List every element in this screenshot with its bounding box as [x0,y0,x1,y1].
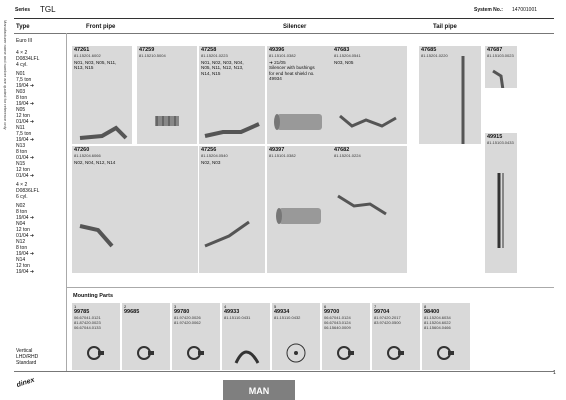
part-drawing [199,146,265,273]
group1-line: 01/04 ➜ [16,155,35,161]
mounting-part-reference: 81.97420.0026 81.97420.0062 [174,315,201,325]
group1-line: 19/04 ➜ [16,137,35,143]
left-rail-note: Manufacturer name and number are quoted for reference only [3,20,8,130]
group1-line: 12 ton [16,167,30,173]
mounting-part-reference: 81.15204.6034 81.15204.6022 81.15604.0466 [424,315,451,330]
part-drawing [72,46,132,144]
group1-line: 8 ton [16,149,28,155]
part-reference: 81.15201.0223 [201,53,228,58]
section-front-pipe: Front pipe [86,24,116,30]
sidebar-type-label: Type [16,24,30,30]
group2-line: 19/04 ➜ [16,215,35,221]
page-number: 1 [553,370,556,376]
group1-line: 12 ton [16,113,30,119]
part-reference: 81.15204.0540 [201,153,228,158]
part-card[interactable] [332,146,407,273]
sidebar-top [16,38,64,68]
mounting-part-card[interactable] [272,303,320,370]
group1-line: 01/04 ➜ [16,119,35,125]
group1-line: N03 [16,89,26,95]
mounting-part-number: 49933 [224,309,240,315]
lines_bottom-line: LHD/RHD [16,354,39,360]
part-applicability: N02, N04, N12, N14 [74,160,116,165]
clamp-icon [232,341,262,367]
lines_top-line: Euro III [16,38,33,44]
group2-line: N02 [16,203,26,209]
mounting-part-number: 99785 [74,309,90,315]
clamp-icon [182,341,212,367]
group2-line: 01/04 ➜ [16,233,35,239]
header-rule [14,18,554,19]
part-number: 49397 [269,147,285,153]
part-drawing [199,46,265,144]
part-applicability: N01, N03, N05, N11, N13, N15 [74,60,117,71]
mounting-part-card[interactable] [222,303,270,370]
part-card[interactable] [267,146,337,273]
group1-line: N15 [16,161,26,167]
mounting-part-number: 99685 [124,309,140,315]
lines_mid-line: 6 cyl. [16,194,28,200]
part-drawing [72,146,198,273]
part-number: 47256 [201,147,217,153]
mounting-part-card[interactable] [122,303,170,370]
group2-line: 12 ton [16,263,30,269]
part-drawing [485,46,517,88]
system-no-label: System No.: [474,7,503,13]
group1-line: N13 [16,143,26,149]
part-card[interactable] [72,46,132,144]
mounting-part-number: 99780 [174,309,190,315]
part-number: 47685 [421,47,437,53]
mounting-index: 3 [174,304,177,309]
part-reference: 81.15101.0382 [269,53,296,58]
mounting-part-card[interactable] [372,303,420,370]
part-applicability: N01, N02, N03, N04, N05, N11, N12, N13, N14, N15 [201,60,244,76]
part-drawing [419,46,481,144]
mounting-part-card[interactable] [322,303,370,370]
part-reference: 81.15201.0220 [421,53,448,58]
part-applicability: ➜ 21/05 Silencer with bushings for end heat shield no. 49934 [269,60,315,82]
part-drawing [332,146,407,273]
group1-line: 8 ton [16,95,28,101]
group1-line: N01 [16,71,26,77]
part-number: 47687 [487,47,503,53]
mounting-index: 4 [224,304,227,309]
part-number: 49396 [269,47,285,53]
mounting-part-card[interactable] [422,303,470,370]
part-card[interactable] [485,46,517,88]
sidebar-mid [16,182,64,200]
sidebar-group-2 [16,203,64,275]
part-card[interactable] [72,146,198,273]
sidebar-separator [66,33,67,371]
group2-line: 12 ton [16,227,30,233]
mounting-part-card[interactable] [172,303,220,370]
make-label: MAN [248,386,270,396]
section-tail-pipe: Tail pipe [433,24,457,30]
mounting-rule [66,287,554,288]
lines_top-line: 4 cyl. [16,62,28,68]
part-card[interactable] [137,46,197,144]
clamp-icon [382,341,412,367]
group1-line: 7,5 ton [16,77,32,83]
part-reference: 81.15201.6002 [74,53,101,58]
group1-line: 01/04 ➜ [16,173,35,179]
clamp-icon [282,341,312,367]
part-applicability: N03, N05 [334,60,354,65]
part-reference: 81.15204.0541 [334,53,361,58]
lines_top-line: 4 × 2 [16,50,28,56]
part-reference: 81.15204.6066 [74,153,101,158]
group2-line: N04 [16,221,26,227]
sidebar [16,38,64,275]
part-reference: 81.15101.0382 [269,153,296,158]
lines_bottom-line: Vertical [16,348,33,354]
mounting-part-reference: 06.67041.0124 06.67043.0124 06.15640.0009 [324,315,351,330]
mounting-index: 2 [124,304,127,309]
mounting-part-card[interactable] [72,303,120,370]
group2-line: 19/04 ➜ [16,251,35,257]
part-card[interactable] [419,46,481,144]
mounting-index: 1 [74,304,77,309]
part-number: 49915 [487,134,503,140]
part-reference: 81.15103.0023 [487,53,514,58]
lines_top-line: D0834LFL [16,56,40,62]
clamp-icon [82,341,112,367]
clamp-icon [432,341,462,367]
mounting-index: 5 [274,304,277,309]
lines_mid-line: 4 × 2 [16,182,28,188]
part-number: 47259 [139,47,155,53]
part-drawing [137,46,197,144]
part-drawing [332,46,407,144]
section-mounting-parts: Mounting Parts [73,293,114,299]
group1-line: 19/04 ➜ [16,83,35,89]
mounting-part-reference: 81.97420.2017 83.97420.0500 [374,315,401,325]
part-number: 47260 [74,147,90,153]
part-card[interactable] [199,46,265,144]
part-number: 47683 [334,47,350,53]
part-number: 47261 [74,47,90,53]
part-applicability: N02, N03 [201,160,221,165]
part-reference: 81.15210.5004 [139,53,166,58]
mounting-part-reference: 81.15110.0431 [224,315,251,320]
footer-rule [14,371,554,372]
mounting-part-number: 98400 [424,309,440,315]
part-drawing [267,46,337,144]
mounting-index: 6 [324,304,327,309]
lines_bottom-line: Standard [16,360,37,366]
section-silencer: Silencer [283,24,307,30]
group2-line: 19/04 ➜ [16,269,35,275]
group2-line: N12 [16,239,26,245]
sidebar-bottom [16,348,64,366]
group2-line: 8 ton [16,209,28,215]
group1-line: N05 [16,107,26,113]
part-card[interactable] [267,46,337,144]
mounting-part-reference: 06.67041.0121 81.87420.0023 06.67044.0133 [74,315,101,330]
part-drawing [485,133,517,273]
part-card[interactable] [199,146,265,273]
mounting-index: 8 [424,304,427,309]
mounting-part-number: 99700 [324,309,340,315]
group1-line: N11 [16,125,25,131]
clamp-icon [132,341,162,367]
group2-line: 8 ton [16,245,28,251]
mounting-part-number: 99704 [374,309,390,315]
group2-line: N14 [16,257,26,263]
sidebar-group-1 [16,71,64,179]
part-drawing [267,146,337,273]
system-no-value: 147001001 [512,7,538,13]
part-number: 47682 [334,147,350,153]
part-number: 47258 [201,47,217,53]
part-card[interactable] [485,133,517,273]
mounting-part-number: 49934 [274,309,290,315]
lines_mid-line: D0836LFL [16,188,40,194]
mounting-index: 7 [374,304,377,309]
column-header-rule [14,33,554,34]
part-reference: 81.15201.0224 [334,153,361,158]
mounting-part-reference: 81.15110.0432 [274,315,301,320]
series-label: Series [15,7,31,13]
group1-line: 7,5 ton [16,131,32,137]
clamp-icon [332,341,362,367]
series-value: TGL [40,5,56,14]
group1-line: 19/04 ➜ [16,101,35,107]
part-reference: 81.15103.0433 [487,140,514,145]
dinex-logo: dinex [15,376,36,389]
part-card[interactable] [332,46,407,144]
